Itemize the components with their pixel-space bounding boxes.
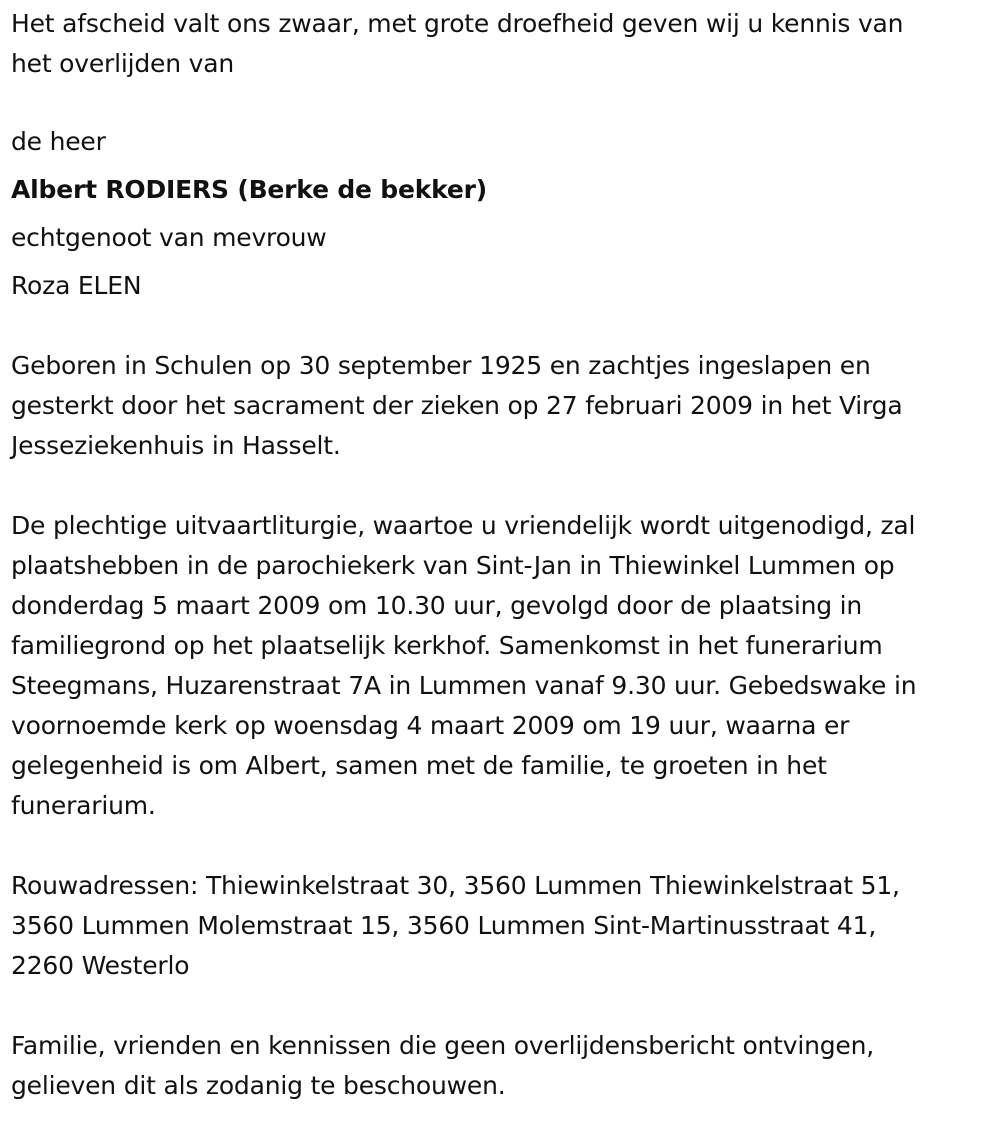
- funeral-paragraph: [11, 506, 993, 826]
- intro-line: Het afscheid valt ons zwaar, met grote droefheid geven wij u kennis van: [11, 9, 904, 38]
- funeral-line: donderdag 5 maart 2009 om 10.30 uur, gevolgd door de plaatsing in: [11, 591, 863, 620]
- funeral-line: funerarium.: [11, 791, 156, 820]
- salutation: de heer: [11, 127, 106, 156]
- spacer: [11, 986, 993, 1026]
- spacer: [11, 306, 993, 346]
- closing-line: Familie, vrienden en kennissen die geen overlijdensbericht ontvingen,: [11, 1031, 875, 1060]
- deceased-name: Albert RODIERS (Berke de bekker): [11, 175, 488, 204]
- address-line: 2260 Westerlo: [11, 951, 190, 980]
- closing-line: gelieven dit als zodanig te beschouwen.: [11, 1071, 506, 1100]
- funeral-line: voornoemde kerk op woensdag 4 maart 2009 om 19 uur, waarna er: [11, 711, 850, 740]
- address-line: 3560 Lummen Molemstraat 15, 3560 Lummen Sint-Martinusstraat 41,: [11, 911, 877, 940]
- spacer: [11, 84, 993, 122]
- funeral-line: De plechtige uitvaartliturgie, waartoe u vriendelijk wordt uitgenodigd, zal: [11, 511, 916, 540]
- birth-paragraph: [11, 346, 993, 466]
- funeral-line: Steegmans, Huzarenstraat 7A in Lummen vanaf 9.30 uur. Gebedswake in: [11, 671, 917, 700]
- spouse-label: echtgenoot van mevrouw: [11, 223, 327, 252]
- intro-line: het overlijden van: [11, 49, 234, 78]
- funeral-line: gelegenheid is om Albert, samen met de familie, te groeten in het: [11, 751, 827, 780]
- spacer: [11, 826, 993, 866]
- funeral-line: familiegrond op het plaatselijk kerkhof. Samenkomst in het funerarium: [11, 631, 883, 660]
- birth-line: gesterkt door het sacrament der zieken op 27 februari 2009 in het Virga: [11, 391, 903, 420]
- obituary-notice: [11, 4, 993, 1106]
- closing-paragraph: [11, 1026, 993, 1106]
- funeral-line: plaatshebben in de parochiekerk van Sint-Jan in Thiewinkel Lummen op: [11, 551, 895, 580]
- spacer: [11, 466, 993, 506]
- address-paragraph: [11, 866, 993, 986]
- birth-line: Jesseziekenhuis in Hasselt.: [11, 431, 341, 460]
- birth-line: Geboren in Schulen op 30 september 1925 en zachtjes ingeslapen en: [11, 351, 871, 380]
- spouse-name: Roza ELEN: [11, 271, 142, 300]
- address-line: Rouwadressen: Thiewinkelstraat 30, 3560 Lummen Thiewinkelstraat 51,: [11, 871, 900, 900]
- intro-paragraph: [11, 4, 993, 84]
